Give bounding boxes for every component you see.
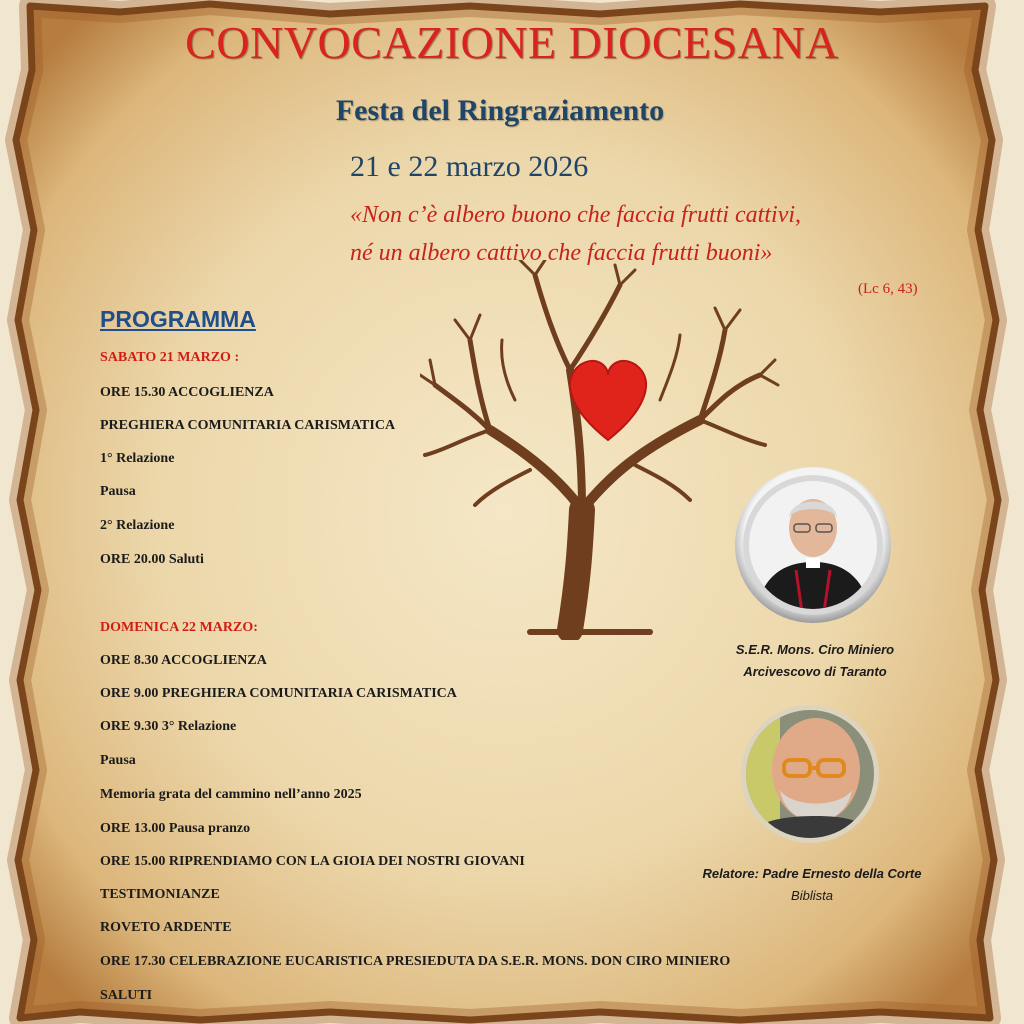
saturday-item: PREGHIERA COMUNITARIA CARISMATICA — [100, 418, 396, 433]
sunday-item: ORE 13.00 Pausa pranzo — [100, 821, 251, 836]
speaker-portrait — [740, 704, 880, 844]
sunday-item: TESTIMONIANZE — [100, 887, 220, 902]
sunday-item: ORE 15.00 RIPRENDIAMO CON LA GIOIA DEI NOSTRI GIOVANI — [100, 854, 525, 869]
sunday-item: ORE 8.30 ACCOGLIENZA — [100, 653, 267, 668]
bishop-name: S.E.R. Mons. Ciro Miniero — [735, 642, 895, 657]
quote-line-2: né un albero cattivo che faccia frutti buoni» — [350, 240, 773, 266]
page-title: CONVOCAZIONE DIOCESANA — [185, 17, 839, 68]
tree-illustration — [420, 260, 780, 640]
speaker-name: Relatore: Padre Ernesto della Corte — [702, 866, 922, 881]
sunday-item: ORE 17.30 CELEBRAZIONE EUCARISTICA PRESIEDUTA DA S.E.R. MONS. DON CIRO MINIERO — [100, 954, 731, 969]
saturday-item: Pausa — [100, 484, 136, 499]
saturday-heading: SABATO 21 MARZO : — [100, 350, 240, 365]
quote-line-1: «Non c’è albero buono che faccia frutti cattivi, — [350, 202, 802, 228]
sunday-item: Pausa — [100, 753, 136, 768]
quote-citation: (Lc 6, 43) — [858, 281, 918, 297]
sunday-item: Memoria grata del cammino nell’anno 2025 — [100, 787, 362, 802]
saturday-item: ORE 20.00 Saluti — [100, 552, 204, 567]
event-dates: 21 e 22 marzo 2026 — [350, 150, 589, 183]
sunday-item: ROVETO ARDENTE — [100, 920, 232, 935]
program-heading: PROGRAMMA — [100, 306, 256, 332]
bishop-role: Arcivescovo di Taranto — [743, 664, 887, 679]
saturday-item: ORE 15.30 ACCOGLIENZA — [100, 385, 274, 400]
sunday-item: ORE 9.00 PREGHIERA COMUNITARIA CARISMATICA — [100, 686, 457, 701]
event-subtitle: Festa del Ringraziamento — [335, 94, 665, 127]
bishop-portrait — [734, 466, 892, 624]
sunday-heading: DOMENICA 22 MARZO: — [100, 620, 258, 635]
speaker-role: Biblista — [791, 888, 833, 903]
sunday-item: SALUTI — [100, 988, 153, 1003]
sunday-item: ORE 9.30 3° Relazione — [100, 719, 237, 734]
saturday-item: 2° Relazione — [100, 518, 175, 533]
saturday-item: 1° Relazione — [100, 451, 175, 466]
